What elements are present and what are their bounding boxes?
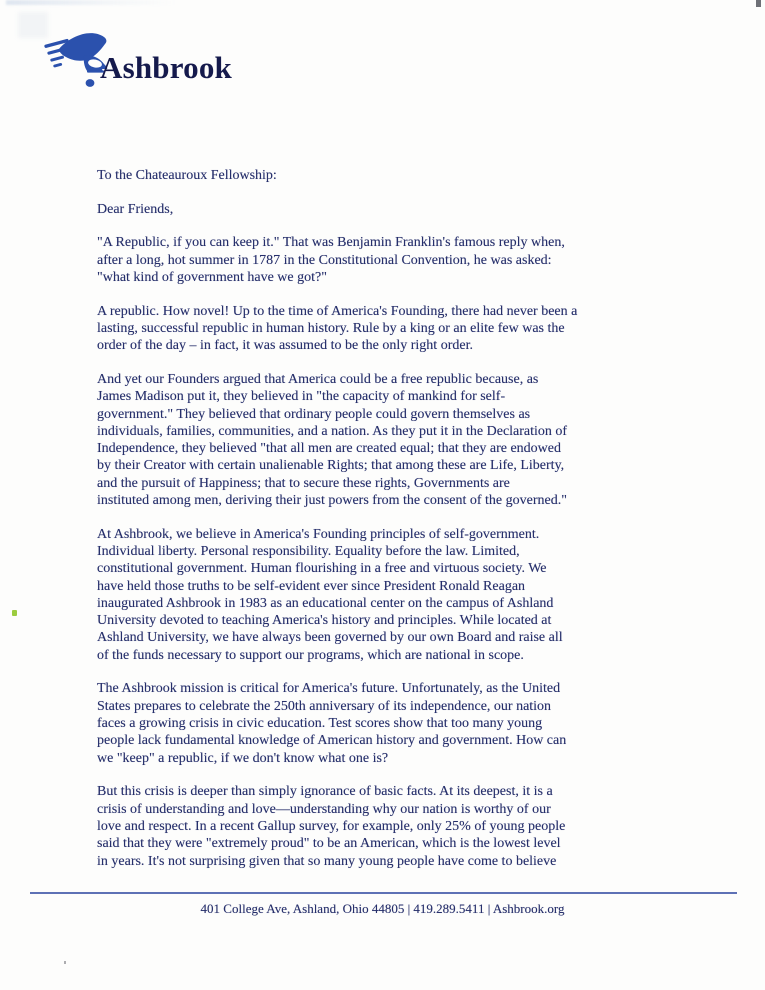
recipient-line: To the Chateauroux Fellowship:	[97, 168, 277, 183]
letter-line: we "keep" a republic, if we don't know what one is?	[97, 750, 389, 766]
letter-line: The Ashbrook mission is critical for America's future. Unfortunately, as the United	[97, 681, 561, 697]
letter-line: "what kind of government have we got?"	[97, 269, 327, 285]
letter-line: and the pursuit of Happiness; that to secure these rights, Governments are	[97, 475, 510, 491]
letter-line: But this crisis is deeper than simply ignorance of basic facts. At its deepest, it is a	[97, 784, 553, 800]
letter-body	[97, 167, 662, 870]
recipient-block	[97, 167, 662, 184]
letter-line: individuals, families, communities, and a nation. As they put it in the Declaration of	[97, 423, 568, 439]
letter-line: "A Republic, if you can keep it." That was Benjamin Franklin's famous reply when,	[97, 235, 565, 251]
letterhead-logo	[43, 32, 303, 92]
scan-smudge-top	[6, 0, 176, 5]
scan-artifact-corner-mark	[756, 0, 761, 7]
letter-line: James Madison put it, they believed in "the capacity of mankind for self-	[97, 389, 506, 405]
greeting-line: Dear Friends,	[97, 201, 174, 217]
letter-line: said that they were "extremely proud" to be an American, which is the lowest level	[97, 836, 561, 852]
letter-line: by their Creator with certain unalienable Rights; that among these are Life, Liberty,	[97, 458, 565, 474]
logo-wordmark: Ashbrook	[100, 50, 232, 85]
letter-paragraph	[97, 234, 662, 286]
letter-paragraph	[97, 680, 662, 766]
scan-artifact-bottom-speck	[64, 961, 66, 964]
letter-line: have held those truths to be self-evident ever since President Ronald Reagan	[97, 578, 526, 594]
letter-line: instituted among men, deriving their just powers from the consent of the governed."	[97, 493, 567, 509]
letter-line: At Ashbrook, we believe in America's Founding principles of self-government.	[97, 526, 540, 542]
letter-line: government." They believed that ordinary people could govern themselves as	[97, 406, 531, 422]
letter-line: crisis of understanding and love—understanding why our nation is worthy of our	[97, 801, 551, 817]
letter-paragraphs	[97, 234, 662, 869]
letter-line: in years. It's not surprising given that so many young people have come to believe	[97, 853, 557, 869]
letter-paragraph	[97, 303, 662, 355]
letter-line: inaugurated Ashbrook in 1983 as an educational center on the campus of Ashland	[97, 595, 554, 611]
letter-line: of the funds necessary to support our programs, which are national in scope.	[97, 647, 524, 663]
letter-line: love and respect. In a recent Gallup survey, for example, only 25% of young people	[97, 818, 566, 834]
letter-line: lasting, successful republic in human history. Rule by a king or an elite few was the	[97, 320, 565, 336]
letter-paragraph	[97, 371, 662, 509]
footer-contact-line: 401 College Ave, Ashland, Ohio 44805 | 419.289.5411 | Ashbrook.org	[200, 901, 565, 916]
scan-smudge-left	[18, 12, 48, 38]
letter-line: Independence, they believed "that all men are created equal; that they are endowed	[97, 441, 561, 457]
letter-line: after a long, hot summer in 1787 in the Constitutional Convention, he was asked:	[97, 252, 552, 268]
letter-line: States prepares to celebrate the 250th anniversary of its independence, our nation	[97, 698, 552, 714]
letter-line: And yet our Founders argued that America could be a free republic because, as	[97, 371, 539, 387]
letter-line: constitutional government. Human flourishing in a free and virtuous society. We	[97, 561, 547, 577]
footer-divider	[30, 892, 737, 894]
greeting-block	[97, 201, 662, 218]
letter-line: people lack fundamental knowledge of American history and government. How can	[97, 733, 567, 749]
letter-line: A republic. How novel! Up to the time of America's Founding, there had never been a	[97, 303, 578, 319]
letter-paragraph	[97, 783, 662, 869]
letter-line: faces a growing crisis in civic education. Test scores show that too many young	[97, 716, 543, 732]
letter-line: Ashland University, we have always been governed by our own Board and raise all	[97, 630, 563, 646]
letter-paragraph	[97, 526, 662, 664]
scan-artifact-green-speck	[12, 610, 17, 616]
letter-line: University devoted to teaching America's history and principles. While located at	[97, 613, 552, 629]
letter-line: order of the day – in fact, it was assumed to be the only right order.	[97, 338, 473, 354]
letter-line: Individual liberty. Personal responsibility. Equality before the law. Limited,	[97, 544, 520, 559]
